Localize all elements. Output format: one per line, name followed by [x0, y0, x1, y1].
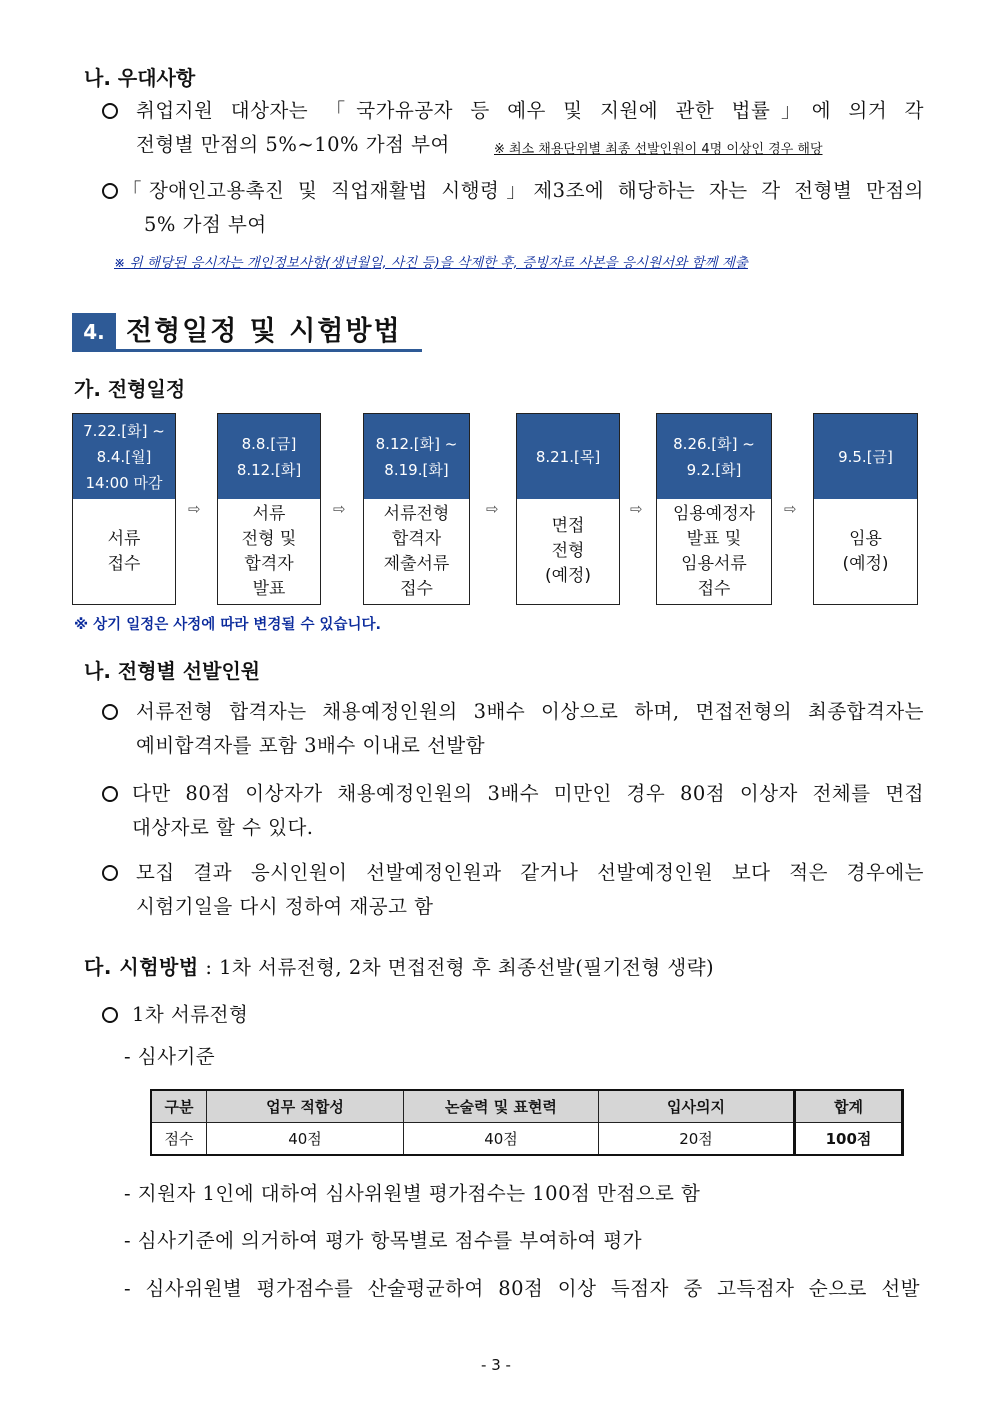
table-header: 업무 적합성 — [207, 1090, 404, 1123]
table-cell: 점수 — [151, 1123, 207, 1156]
arrow-right-icon: ⇨ — [784, 500, 797, 518]
schedule-step — [363, 413, 470, 605]
schedule-step — [217, 413, 321, 605]
selection-item-line2: 예비합격자를 포함 3배수 이내로 선발함 — [136, 734, 486, 757]
step-date: 8.12.[화] ~ 8.19.[화] — [364, 414, 469, 499]
method-heading — [84, 950, 714, 985]
preference-item-1-line1: 취업지원 대상자는 「국가유공자 등 예우 및 지원에 관한 법률」에 의거 각 — [136, 99, 924, 122]
step-desc: 임용예정자 발표 및 임용서류 접수 — [672, 503, 756, 599]
page-number: - 3 - — [481, 1356, 511, 1374]
section-number: 4. — [72, 313, 116, 351]
section-underline — [72, 349, 422, 352]
arrow-right-icon: ⇨ — [486, 500, 499, 518]
step-date: 8.26.[화] ~ 9.2.[화] — [657, 414, 771, 499]
preference-heading: 나. 우대사항 — [84, 66, 196, 90]
step-desc: 서류전형 합격자 제출서류 접수 — [383, 503, 450, 599]
schedule-step — [72, 413, 176, 605]
table-header-row — [151, 1090, 903, 1123]
selection-item-line2: 시험기일을 다시 정하여 재공고 함 — [136, 895, 434, 918]
selection-item-line1: 서류전형 합격자는 채용예정인원의 3배수 이상으로 하며, 면접전형의 최종합격자는 — [136, 700, 924, 723]
score-table — [150, 1089, 904, 1156]
arrow-right-icon: ⇨ — [630, 500, 643, 518]
step-date: 7.22.[화] ~ 8.4.[월] 14:00 마감 — [73, 414, 175, 499]
preference-item-1-note: ※ 최소 채용단위별 최종 선발인원이 4명 이상인 경우 해당 — [494, 142, 823, 157]
selection-item-line1: 모집 결과 응시인원이 선발예정인원과 같거나 선발예정인원 보다 적은 경우에는 — [136, 861, 924, 884]
table-cell: 40점 — [404, 1123, 599, 1156]
schedule-step — [516, 413, 620, 605]
preference-item-2-line2: 5% 가점 부여 — [144, 213, 267, 236]
preference-item-2 — [102, 174, 924, 208]
table-header: 구분 — [151, 1090, 207, 1123]
selection-item-line1: 다만 80점 이상자가 채용예정인원의 3배수 미만인 경우 80점 이상자 전체를 면접 — [132, 782, 924, 805]
selection-item-line2: 대상자로 할 수 있다. — [132, 816, 314, 839]
selection-item — [102, 856, 924, 890]
circle-bullet-icon — [102, 183, 118, 199]
table-row — [151, 1123, 903, 1156]
selection-item — [102, 695, 924, 729]
selection-item — [102, 777, 924, 811]
schedule-step — [813, 413, 918, 605]
preference-notice: ※ 위 해당된 응시자는 개인정보사항(생년월일, 사진 등)을 삭제한 후, 증빙자료 사본을 응시원서와 함께 제출 — [114, 255, 748, 271]
table-cell: 100점 — [795, 1123, 903, 1156]
method-heading-label: 다. 시험방법 — [84, 955, 199, 979]
circle-bullet-icon — [102, 704, 118, 720]
table-header: 입사의지 — [599, 1090, 795, 1123]
table-cell: 40점 — [207, 1123, 404, 1156]
schedule-step — [656, 413, 772, 605]
method-note: - 심사위원별 평가점수를 산술평균하여 80점 이상 득점자 중 고득점자 순으로 선발 — [124, 1277, 920, 1300]
table-header: 합계 — [795, 1090, 903, 1123]
step-desc: 임용 (예정) — [842, 528, 889, 574]
table-header: 논술력 및 표현력 — [404, 1090, 599, 1123]
schedule-heading: 가. 전형일정 — [74, 377, 186, 401]
step-date: 8.8.[금] 8.12.[화] — [218, 414, 320, 499]
schedule-warning: ※ 상기 일정은 사정에 따라 변경될 수 있습니다. — [74, 617, 382, 633]
method-note: - 지원자 1인에 대하여 심사위원별 평가점수는 100점 만점으로 함 — [124, 1182, 701, 1205]
selection-heading: 나. 전형별 선발인원 — [84, 659, 261, 683]
step-desc: 서류 접수 — [107, 528, 141, 574]
section-title: 전형일정 및 시험방법 — [126, 316, 402, 347]
step-desc: 면접 전형 (예정) — [544, 516, 592, 586]
circle-bullet-icon — [102, 1007, 118, 1023]
preference-item-2-line1: 「장애인고용촉진 및 직업재활법 시행령」제3조에 해당하는 자는 각 전형별 만점의 — [122, 179, 924, 202]
circle-bullet-icon — [102, 865, 118, 881]
step-desc: 서류 전형 및 합격자 발표 — [241, 503, 297, 599]
method-first-label: 1차 서류전형 — [132, 1003, 249, 1026]
table-cell: 20점 — [599, 1123, 795, 1156]
arrow-right-icon: ⇨ — [333, 500, 346, 518]
arrow-right-icon: ⇨ — [188, 500, 201, 518]
circle-bullet-icon — [102, 103, 118, 119]
preference-item-1-line2: 전형별 만점의 5%~10% 가점 부여 — [136, 133, 450, 156]
step-date: 9.5.[금] — [814, 414, 917, 499]
method-heading-text: : 1차 서류전형, 2차 면접전형 후 최종선발(필기전형 생략) — [198, 956, 715, 979]
criteria-label: - 심사기준 — [124, 1045, 216, 1068]
method-first — [102, 998, 248, 1032]
circle-bullet-icon — [102, 786, 118, 802]
preference-item-1 — [102, 94, 924, 128]
method-note: - 심사기준에 의거하여 평가 항목별로 점수를 부여하여 평가 — [124, 1229, 643, 1252]
step-date: 8.21.[목] — [517, 414, 619, 499]
